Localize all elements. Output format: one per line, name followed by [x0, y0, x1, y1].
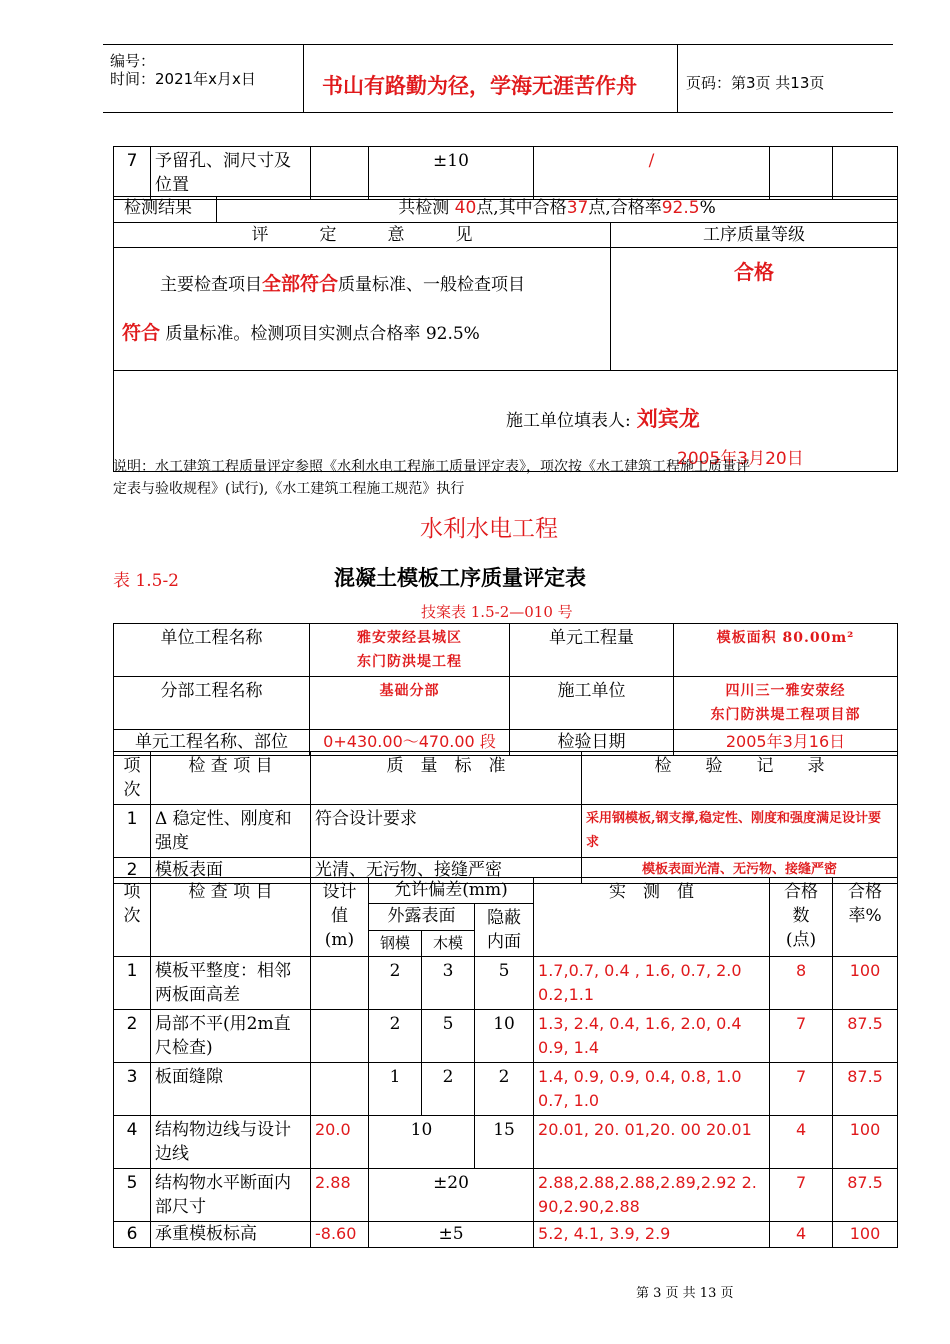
grade-header: 工序质量等级 [611, 223, 898, 248]
measure-row-3-values: 1.4, 0.9, 0.9, 0.4, 0.8, 1.0 0.7, 1.0 [534, 1063, 770, 1116]
code-label: 编号： [110, 52, 156, 70]
main-row-1-standard: 符合设计要求 [311, 805, 582, 858]
measure-row-3-steel: 1 [369, 1063, 422, 1116]
main-row-2-no: 2 [114, 858, 151, 884]
opinion-a: 主要检查项目 [160, 275, 262, 295]
measure-row-5-no: 5 [114, 1169, 151, 1222]
measure-header-pass-count: 合格数(点) [770, 878, 833, 957]
time-label: 时间：2021年x月x日 [110, 70, 256, 88]
measure-header-values: 实 测 值 [534, 878, 770, 957]
main-row-1-no: 1 [114, 805, 151, 858]
main-row-1-record: 采用钢模板,钢支撑,稳定性、刚度和强度满足设计要求 [582, 805, 898, 858]
measure-header-item: 检 查 项 目 [151, 878, 311, 957]
measure-row-1-hidden: 5 [475, 957, 534, 1010]
contractor-value-2: 东门防洪堤工程项目部 [710, 707, 861, 723]
main-row-2-record: 模板表面光清、无污物、接缝严密 [582, 858, 898, 884]
table-number: 表 1.5-2 [113, 571, 179, 591]
measure-row-6-tolerance: ±5 [369, 1222, 534, 1248]
measure-row-3-no: 3 [114, 1063, 151, 1116]
header-divider-left [303, 44, 304, 113]
measure-row-4-exposed: 10 [369, 1116, 475, 1169]
top-result-table [113, 196, 898, 223]
result-label: 检测结果 [114, 197, 217, 223]
measure-row-1-design [311, 957, 369, 1010]
info-table [113, 623, 898, 756]
measure-row-6-values: 5.2, 4.1, 3.9, 2.9 [534, 1222, 770, 1248]
opinion-e: 质量标准。检测项目实测点合格率 92.5% [165, 324, 480, 344]
main-row-2-standard: 光清、无污物、接缝严密 [311, 858, 582, 884]
measure-row-2-wood: 5 [422, 1010, 475, 1063]
measure-row-4-no: 4 [114, 1116, 151, 1169]
unit-quantity-label: 单元工程量 [510, 624, 674, 677]
measure-header-hidden: 隐蔽内面 [475, 904, 534, 957]
note [113, 456, 903, 500]
header-divider-right [677, 44, 678, 113]
measure-row-5-rate: 87.5 [833, 1169, 898, 1222]
measure-header-exposed: 外露表面 [369, 904, 475, 931]
row7-design [311, 147, 369, 200]
main-row-1-item: Δ 稳定性、刚度和强度 [151, 805, 311, 858]
main-header-no: 项次 [114, 752, 151, 805]
header-motto: 书山有路勤为径，学海无涯苦作舟 [322, 74, 637, 98]
measure-row-6-design: -8.60 [311, 1222, 369, 1248]
grade-cell [611, 248, 898, 371]
section-title: 水利水电工程 [420, 516, 558, 542]
measure-row-6-no: 6 [114, 1222, 151, 1248]
contractor-label: 施工单位 [510, 677, 674, 730]
measure-header-steel: 钢模 [369, 930, 422, 957]
result-text: 共检测 40点,其中合格37点,合格率92.5% [217, 197, 898, 223]
signer-name: 刘宾龙 [636, 406, 700, 431]
measure-row-6-count: 4 [770, 1222, 833, 1248]
main-header-record: 检 验 记 录 [582, 752, 898, 805]
unit-quantity-value: 模板面积 80.00m² [674, 624, 898, 677]
measure-row-2-design [311, 1010, 369, 1063]
inspect-date-label: 检验日期 [510, 730, 674, 756]
measure-row-1-steel: 2 [369, 957, 422, 1010]
opinion-d: 符合 [122, 322, 161, 344]
top-opinion-table [113, 222, 898, 472]
measure-row-5-item: 结构物水平断面内部尺寸 [151, 1169, 311, 1222]
sign-date: 2005年3月20日 [677, 449, 804, 469]
top-evaluation-table [113, 146, 898, 200]
measure-row-3-design [311, 1063, 369, 1116]
main-header-item: 检 查 项 目 [151, 752, 311, 805]
measure-row-4-values: 20.01, 20. 01,20. 00 20.01 [534, 1116, 770, 1169]
grade-value: 合格 [734, 260, 774, 284]
unit-name-label: 单元工程名称、部位 [114, 730, 310, 756]
measure-row-5-count: 7 [770, 1169, 833, 1222]
measure-row-3-wood: 2 [422, 1063, 475, 1116]
measure-row-3-rate: 87.5 [833, 1063, 898, 1116]
measure-row-2-steel: 2 [369, 1010, 422, 1063]
measure-row-4-hidden: 15 [475, 1116, 534, 1169]
unit-name-value: 0+430.00～470.00 段 [310, 730, 510, 756]
opinion-c: 质量标准、一般检查项目 [338, 275, 526, 295]
measure-row-4-count: 4 [770, 1116, 833, 1169]
measure-row-5-tolerance: ±20 [369, 1169, 534, 1222]
row7-rate [833, 147, 898, 200]
measure-row-2-values: 1.3, 2.4, 0.4, 1.6, 2.0, 0.4 0.9, 1.4 [534, 1010, 770, 1063]
measure-header-no: 项次 [114, 878, 151, 957]
row7-tolerance: ±10 [369, 147, 534, 200]
main-items-table [113, 751, 898, 884]
opinion-text [114, 248, 611, 371]
measure-row-4-rate: 100 [833, 1116, 898, 1169]
unit-project-value-1: 雅安荥经县城区 [357, 630, 462, 646]
measure-row-2-item: 局部不平(用2m直尺检查) [151, 1010, 311, 1063]
row7-value: / [534, 147, 770, 200]
measure-row-1-wood: 3 [422, 957, 475, 1010]
measure-row-1-count: 8 [770, 957, 833, 1010]
measure-row-3-hidden: 2 [475, 1063, 534, 1116]
measure-row-1-values: 1.7,0.7, 0.4 , 1.6, 0.7, 2.0 0.2,1.1 [534, 957, 770, 1010]
measure-header-pass-rate: 合格率% [833, 878, 898, 957]
measure-header-wood: 木模 [422, 930, 475, 957]
signer-label: 施工单位填表人: [506, 411, 631, 431]
measure-table [113, 877, 898, 1248]
measure-row-6-rate: 100 [833, 1222, 898, 1248]
measure-row-3-item: 板面缝隙 [151, 1063, 311, 1116]
contractor-value-1: 四川三一雅安荥经 [725, 683, 846, 699]
measure-row-5-design: 2.88 [311, 1169, 369, 1222]
measure-row-5-values: 2.88,2.88,2.88,2.89,2.92 2. 90,2.90,2.88 [534, 1169, 770, 1222]
measure-row-6-item: 承重模板标高 [151, 1222, 311, 1248]
sub-project-value: 基础分部 [310, 677, 510, 730]
page-footer: 第 3 页 共 13 页 [636, 1286, 734, 1301]
page-number-label: 页码：第3页 共13页 [686, 74, 825, 92]
sub-project-label: 分部工程名称 [114, 677, 310, 730]
measure-row-2-no: 2 [114, 1010, 151, 1063]
header-bottom-rule [103, 112, 893, 113]
opinion-b: 全部符合 [262, 273, 339, 295]
measure-row-4-item: 结构物边线与设计边线 [151, 1116, 311, 1169]
main-row-2-item: 模板表面 [151, 858, 311, 884]
unit-project-label: 单位工程名称 [114, 624, 310, 677]
measure-row-1-item: 模板平整度：相邻两板面高差 [151, 957, 311, 1010]
measure-row-1-rate: 100 [833, 957, 898, 1010]
archive-number: 技案表 1.5-2—010 号 [421, 603, 573, 621]
main-header-standard: 质 量 标 准 [311, 752, 582, 805]
measure-row-4-design: 20.0 [311, 1116, 369, 1169]
measure-row-3-count: 7 [770, 1063, 833, 1116]
measure-row-2-rate: 87.5 [833, 1010, 898, 1063]
row7-no: 7 [114, 147, 151, 200]
measure-row-1-no: 1 [114, 957, 151, 1010]
row7-item: 予留孔、洞尺寸及位置 [151, 147, 311, 200]
header-top-rule [103, 44, 893, 45]
contractor-value [674, 677, 898, 730]
measure-row-2-hidden: 10 [475, 1010, 534, 1063]
row7-count [770, 147, 833, 200]
inspect-date-value: 2005年3月16日 [674, 730, 898, 756]
measure-row-2-count: 7 [770, 1010, 833, 1063]
measure-header-design: 设计值(m) [311, 878, 369, 957]
measure-header-tolerance: 允许偏差(mm) [369, 878, 534, 904]
note-line-1: 说明：水工建筑工程质量评定参照《水利水电工程施工质量评定表》，项次按《水工建筑工程施工质量评 [113, 459, 750, 475]
unit-project-value-2: 东门防洪堤工程 [357, 654, 462, 670]
table-title: 混凝土模板工序质量评定表 [334, 566, 586, 590]
unit-project-value [310, 624, 510, 677]
note-line-2: 定表与验收规程》(试行),《水工建筑工程施工规范》执行 [113, 481, 465, 497]
opinion-header: 评 定 意 见 [114, 223, 611, 248]
